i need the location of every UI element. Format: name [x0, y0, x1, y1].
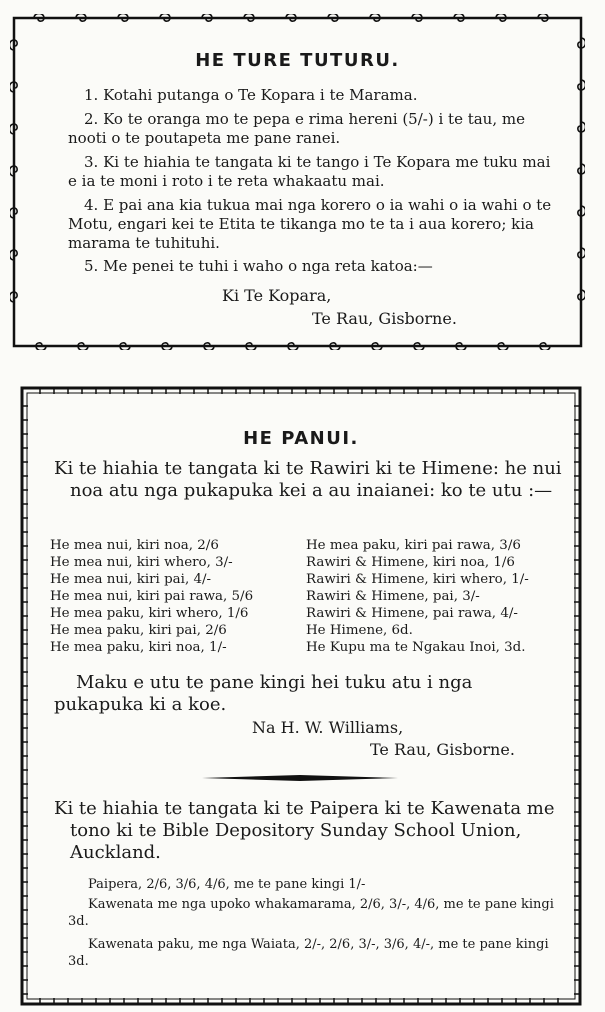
- price-item: He mea nui, kiri pai, 4/-: [50, 572, 212, 587]
- divider-rule: [200, 770, 400, 786]
- price-item: He Kupu ma te Ngakau Inoi, 3d.: [306, 640, 526, 655]
- notice-title: HE PANUI.: [243, 428, 359, 449]
- price-item: Rawiri & Himene, pai rawa, 4/-: [306, 606, 518, 621]
- price-item: He mea paku, kiri noa, 1/-: [50, 640, 227, 655]
- postage-note: Maku e utu te pane kingi hei tuku atu i nga pukapuka ki a koe.: [54, 672, 473, 715]
- signature-line-1: Na H. W. Williams,: [252, 718, 404, 737]
- bible-price-1: Paipera, 2/6, 3/6, 4/6, me te pane kingi 1/-: [88, 877, 366, 892]
- price-item: He mea paku, kiri pai, 2/6: [50, 623, 227, 638]
- intro-paragraph: Ki te hiahia te tangata ki te Rawiri ki te Himene: he nui noa atu nga pukapuka kei a au inaianei: ko te utu :—: [54, 458, 562, 501]
- rule-1: 1. Kotahi putanga o Te Kopara i te Marama.: [84, 86, 418, 104]
- bible-price-3: Kawenata paku, me nga Waiata, 2/-, 2/6, 3/-, 3/6, 4/-, me te pane kingi 3d.: [68, 937, 549, 969]
- price-item: He mea paku, kiri pai rawa, 3/6: [306, 538, 521, 553]
- rule-4: 4. E pai ana kia tukua mai nga korero o ia wahi o ia wahi o te Motu, engari kei te Etita te tikanga mo te ta i aua korero; kia marama te tuhituhi.: [68, 196, 552, 252]
- price-item: Rawiri & Himene, pai, 3/-: [306, 589, 480, 604]
- rule-5: 5. Me penei te tuhi i waho o nga reta katoa:—: [84, 257, 433, 275]
- rules-notice-box: [10, 14, 585, 350]
- price-item: He mea nui, kiri whero, 3/-: [50, 555, 233, 570]
- bible-intro: Ki te hiahia te tangata ki te Paipera ki te Kawenata me tono ki te Bible Depository Sunday School Union, Auckland.: [54, 798, 555, 863]
- price-item: He mea paku, kiri whero, 1/6: [50, 606, 249, 621]
- bible-price-2: Kawenata me nga upoko whakamarama, 2/6, 3/-, 4/6, me te pane kingi 3d.: [68, 897, 554, 929]
- price-item: He mea nui, kiri noa, 2/6: [50, 538, 219, 553]
- price-item: He Himene, 6d.: [306, 623, 413, 638]
- price-item: Rawiri & Himene, kiri whero, 1/-: [306, 572, 529, 587]
- rule-3: 3. Ki te hiahia te tangata ki te tango i Te Kopara me tuku mai e ia te moni i roto i te reta whakaatu mai.: [68, 153, 551, 190]
- notice-title: HE TURE TUTURU.: [195, 50, 400, 71]
- announcement-box: [20, 386, 582, 1006]
- address-line-1: Ki Te Kopara,: [222, 286, 332, 305]
- price-item: He mea nui, kiri pai rawa, 5/6: [50, 589, 254, 604]
- signature-line-2: Te Rau, Gisborne.: [370, 740, 515, 759]
- price-item: Rawiri & Himene, kiri noa, 1/6: [306, 555, 515, 570]
- address-line-2: Te Rau, Gisborne.: [312, 309, 457, 328]
- rule-2: 2. Ko te oranga mo te pepa e rima hereni (5/-) i te tau, me nooti o te poutapeta me pane ranei.: [68, 110, 525, 147]
